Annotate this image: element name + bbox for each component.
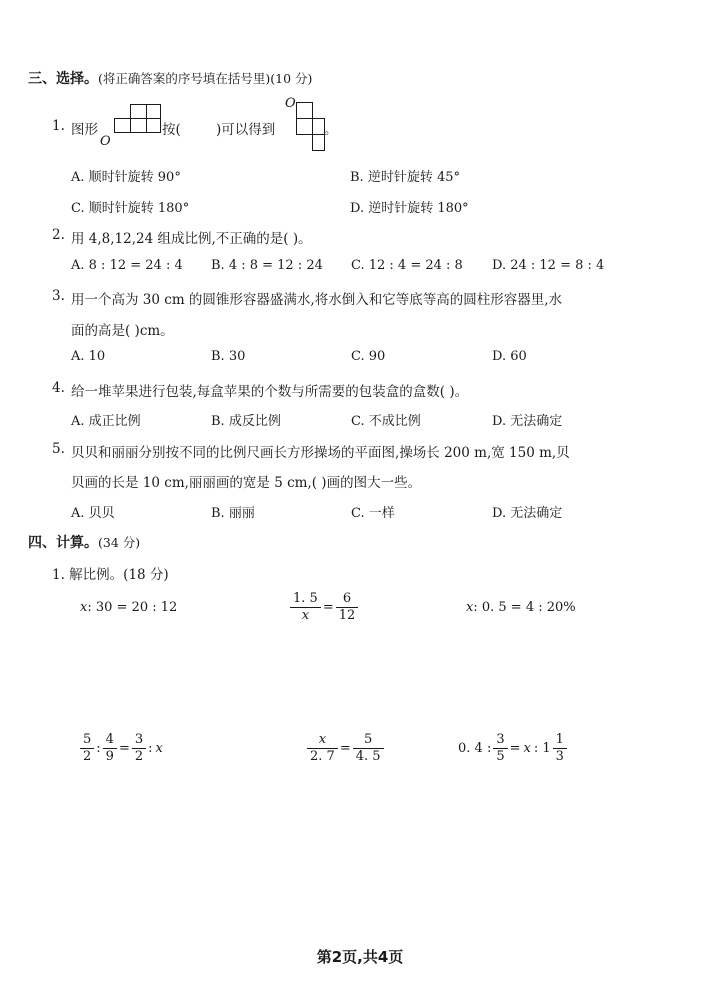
equation-5 [305,732,386,765]
eq6-m-den: 3 [553,748,567,765]
q5-option-d: D. 无法确定 [492,506,563,521]
q5-option-b: B. 丽丽 [211,506,255,521]
eq4-f1-den: 2 [80,748,94,765]
equation-2 [288,591,360,624]
eq5-fraction-left [307,732,338,765]
q1-text-c: )可以得到 [216,122,276,138]
section3-heading [28,68,312,88]
q2-option-d: D. 24 : 12 = 8 : 4 [492,258,605,273]
eq2-fraction-left [290,591,321,624]
eq4-f2-num: 4 [105,732,114,747]
eq6-mixed-fraction [553,732,567,765]
eq6-m-num: 1 [555,732,564,747]
eq6-lead: 0. 4 : [458,741,492,756]
q2-option-c: C. 12 : 4 = 24 : 8 [351,258,463,273]
equation-6 [458,732,569,765]
eq5-num-left: x [318,732,327,747]
q1-option-b: B. 逆时针旋转 45° [350,170,460,185]
eq6-fraction [493,732,507,765]
q2-option-a: A. 8 : 12 = 24 : 4 [71,258,183,273]
q2-text: 用 4,8,12,24 组成比例,不正确的是( )。 [71,231,312,247]
page-footer: 第2页,共4页 [316,948,404,966]
eq4-colon-1: : [96,741,101,756]
eq2-den-left: x [290,607,321,624]
q5-text-line1: 贝贝和丽丽分别按不同的比例尺画长方形操场的平面图,操场长 200 m,宽 150 m,贝 [71,445,570,461]
eq4-x: x [155,741,163,756]
q4-option-a: A. 成正比例 [71,414,141,429]
eq2-num-right: 6 [342,591,352,606]
eq4-f3-num: 3 [134,732,144,747]
q1-text-a: 图形 [71,122,98,138]
q1-option-a: A. 顺时针旋转 90° [71,170,181,185]
eq1-x: x [80,600,88,615]
eq4-colon-2: : [148,741,153,756]
q2-option-b: B. 4 : 8 = 12 : 24 [211,258,323,273]
eq2-num-left: 1. 5 [293,591,318,606]
q3-text-line1: 用一个高为 30 cm 的圆锥形容器盛满水,将水倒入和它等底等高的圆柱形容器里,水 [71,292,562,308]
eq5-num-right: 5 [363,732,373,747]
q5-option-c: C. 一样 [351,506,395,521]
q1-option-c: C. 顺时针旋转 180° [71,201,190,216]
eq6-tail: : 1 [533,741,551,756]
equation-3 [466,600,576,615]
equation-4 [78,732,163,765]
eq3-rest: : 0. 5 = 4 : 20% [473,600,576,615]
eq5-equals: = [339,741,351,756]
eq2-equals: = [322,600,334,615]
q3-option-b: B. 30 [211,349,246,364]
eq4-f3-den: 2 [132,748,146,765]
q1-origin-label-2: O [285,96,296,111]
q1-number: 1. [52,118,65,134]
eq5-den-right: 4. 5 [353,748,384,765]
eq2-den-right: 12 [336,607,359,624]
q2-number: 2. [52,227,65,243]
q1-text-b: 按( [162,122,181,138]
eq2-fraction-right [336,591,359,624]
eq4-fraction-1 [80,732,94,765]
eq4-fraction-2 [103,732,117,765]
q4-number: 4. [52,380,65,396]
q4-option-b: B. 成反比例 [211,414,281,429]
eq6-f-den: 5 [493,748,507,765]
eq4-equals: = [118,741,130,756]
q4-option-c: C. 不成比例 [351,414,421,429]
section3-title: 三、选择。 [28,71,98,87]
eq6-f-num: 3 [496,732,505,747]
q5-text-line2: 贝画的长是 10 cm,丽丽画的宽是 5 cm,( )画的图大一些。 [71,475,422,491]
section4-heading [28,532,140,552]
q3-option-a: A. 10 [71,349,106,364]
eq6-x: x [523,741,531,756]
q3-number: 3. [52,288,65,304]
q3-option-d: D. 60 [492,349,527,364]
eq3-x: x [466,600,474,615]
calc1-title: 1. 解比例。(18 分) [52,567,169,583]
eq1-rest: : 30 = 20 : 12 [87,600,178,615]
eq5-fraction-right [353,732,384,765]
section4-title: 四、计算。 [28,535,98,551]
q1-text-d: 。 [324,122,338,138]
q3-text-line2: 面的高是( )cm。 [71,323,174,339]
q4-option-d: D. 无法确定 [492,414,563,429]
q5-number: 5. [52,441,65,457]
q4-text: 给一堆苹果进行包装,每盒苹果的个数与所需要的包装盒的盒数( )。 [71,384,469,400]
q1-origin-label-1: O [100,134,111,149]
equation-1 [80,600,177,615]
eq6-mid: = [509,741,521,756]
q5-option-a: A. 贝贝 [71,506,115,521]
q1-option-d: D. 逆时针旋转 180° [350,201,469,216]
eq4-f1-num: 5 [83,732,92,747]
eq5-den-left: 2. 7 [307,748,338,765]
section4-note: (34 分) [98,535,141,550]
section3-note: (将正确答案的序号填在括号里)(10 分) [98,71,313,86]
eq4-f2-den: 9 [103,748,117,765]
q3-option-c: C. 90 [351,349,386,364]
eq4-fraction-3 [132,732,146,765]
